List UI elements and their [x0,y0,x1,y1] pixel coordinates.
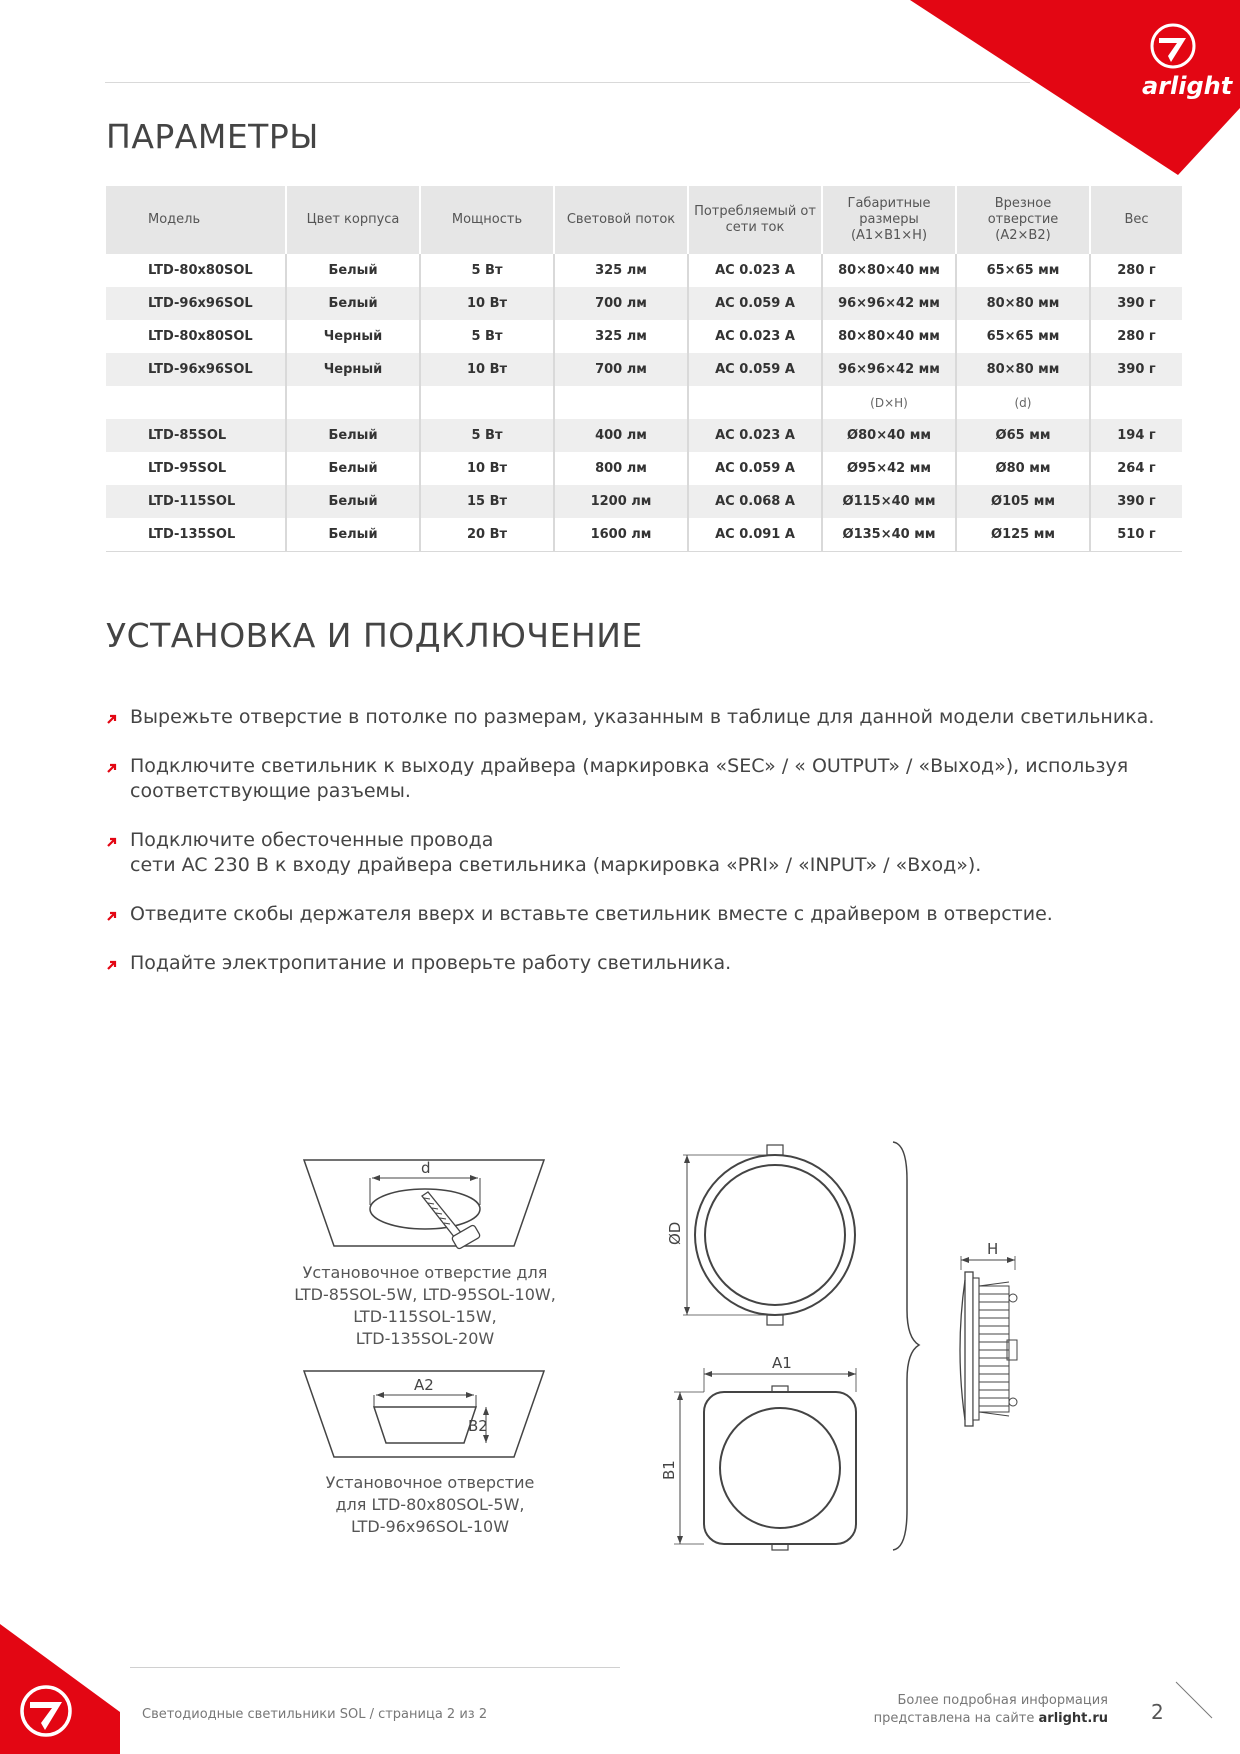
label-a2: A2 [414,1376,434,1394]
cell-power: 20 Вт [420,518,554,552]
step-text: сети AC 230 В к входу драйвера светильника (маркировка «PRI» / «INPUT» / «Вход»). [130,854,982,876]
cell-current: AC 0.023 A [688,320,822,353]
caption-line: LTD-85SOL-5W, LTD-95SOL-10W, [294,1285,556,1304]
square-cutout-diagram [300,1365,550,1465]
cell-weight: 390 г [1090,353,1182,386]
step-text: Вырежьте отверстие в потолке по размерам, указанным в таблице для данной модели светильника. [130,706,1155,728]
cell-color: Белый [286,452,420,485]
cell-power: 5 Вт [420,419,554,452]
cell-power: 5 Вт [420,320,554,353]
cell-dimensions: Ø115×40 мм [822,485,956,518]
cell-model [106,386,286,419]
cell-weight: 390 г [1090,485,1182,518]
round-cutout-diagram [300,1150,550,1250]
list-item [106,951,1166,976]
arrow-bullet-icon [106,763,118,773]
cell-current: AC 0.023 A [688,419,822,452]
cell-weight: 510 г [1090,518,1182,552]
cell-color: Черный [286,353,420,386]
label-b1: B1 [660,1460,678,1480]
cell-cutout: 65×65 мм [956,320,1090,353]
caption-line: LTD-135SOL-20W [355,1329,495,1348]
list-item [106,705,1166,730]
table-row [106,320,1182,353]
cell-dimensions: 80×80×40 мм [822,254,956,287]
cell-color: Черный [286,320,420,353]
arrow-bullet-icon [106,714,118,724]
step-text: Подключите светильник к выходу драйвера (маркировка «SEC» / « OUTPUT» / «Выход»), используя [130,755,1129,777]
caption-line: Установочное отверстие [325,1473,535,1492]
cell-model: LTD-85SOL [106,419,286,452]
caption-line: LTD-115SOL-15W, [353,1307,497,1326]
bottom-rule [130,1667,620,1668]
cell-weight: 194 г [1090,419,1182,452]
footer-info-prefix: представлена на сайте [873,1711,1035,1726]
step-text: Отведите скобы держателя вверх и вставьте светильник вместе с драйвером в отверстие. [130,903,1053,925]
cell-cutout: Ø80 мм [956,452,1090,485]
cell-cutout: 80×80 мм [956,287,1090,320]
cell-current [688,386,822,419]
cell-dimensions: 96×96×42 мм [822,353,956,386]
cell-model: LTD-135SOL [106,518,286,552]
brand-corner-logo-bottom [0,1624,120,1754]
square-cutout-caption [280,1472,580,1538]
brace [885,1140,925,1555]
th-cutout: Врезное отверстие (A2×B2) [956,186,1090,254]
fixture-side-view [945,1240,1035,1440]
cell-power: 15 Вт [420,485,554,518]
cell-model: LTD-80x80SOL [106,254,286,287]
cell-current: AC 0.059 A [688,353,822,386]
cell-power: 10 Вт [420,287,554,320]
cell-current: AC 0.091 A [688,518,822,552]
th-weight: Вес [1090,186,1182,254]
cell-flux: 1200 лм [554,485,688,518]
cell-flux: 325 лм [554,320,688,353]
th-model: Модель [106,186,286,254]
installation-steps [106,705,1166,1000]
table-subheader-row [106,386,1182,419]
caption-line: LTD-96x96SOL-10W [350,1517,510,1536]
step-text: Подайте электропитание и проверьте работу светильника. [130,952,732,974]
table-header-row [106,186,1182,254]
footer-doc-title: Светодиодные светильники SOL / страница 2 из 2 [142,1707,488,1722]
cell-flux: 1600 лм [554,518,688,552]
step-text: Подключите обесточенные провода [130,829,494,851]
th-current: Потребляемый от сети ток [688,186,822,254]
cell-flux: 400 лм [554,419,688,452]
table-row [106,518,1182,552]
section-title-installation: УСТАНОВКА И ПОДКЛЮЧЕНИЕ [106,616,643,655]
cell-flux [554,386,688,419]
cell-dimensions-note: (D×H) [822,386,956,419]
round-fixture-top-view [650,1135,880,1335]
cell-power [420,386,554,419]
list-item [106,902,1166,927]
step-text: соответствующие разъемы. [130,780,411,802]
table-row [106,254,1182,287]
cell-weight: 264 г [1117,461,1156,476]
cell-cutout: Ø125 мм [956,518,1090,552]
th-power: Мощность [420,186,554,254]
top-rule [105,82,1030,83]
parameters-table [106,186,1182,552]
footer-info-line: Более подробная информация [897,1693,1108,1708]
cell-cutout: 65×65 мм [956,254,1090,287]
label-b2: B2 [468,1417,488,1435]
logo-text: arlight [1142,72,1233,100]
label-a1: A1 [772,1354,792,1372]
cell-weight: 390 г [1090,287,1182,320]
cell-color: Белый [286,287,420,320]
cell-flux: 800 лм [554,452,688,485]
cell-dimensions: Ø135×40 мм [822,518,956,552]
cell-model: LTD-115SOL [106,485,286,518]
cell-weight [1090,386,1182,419]
cell-model: LTD-80x80SOL [106,320,286,353]
cell-cutout: Ø105 мм [956,485,1090,518]
cell-current: AC 0.068 A [688,485,822,518]
cell-dimensions: 96×96×42 мм [822,287,956,320]
label-d: d [421,1159,431,1177]
cell-cutout: 80×80 мм [956,353,1090,386]
cell-dimensions: 80×80×40 мм [822,320,956,353]
th-color: Цвет корпуса [286,186,420,254]
cell-model: LTD-95SOL [106,452,286,485]
cell-current: AC 0.023 A [688,254,822,287]
list-item [106,828,1166,878]
cell-color: Белый [286,419,420,452]
cell-power: 10 Вт [420,353,554,386]
cell-current: AC 0.059 A [688,452,822,485]
cell-weight: 280 г [1117,329,1156,344]
cell-flux: 325 лм [554,254,688,287]
round-cutout-caption [270,1262,580,1350]
table-row [106,287,1182,320]
cell-color: Белый [286,254,420,287]
brand-corner-logo [910,0,1240,180]
caption-line: Установочное отверстие для [302,1263,548,1282]
cell-color: Белый [286,485,420,518]
cell-model: LTD-96x96SOL [106,287,286,320]
cell-model: LTD-96x96SOL [106,353,286,386]
cell-dimensions: Ø95×42 мм [822,452,956,485]
th-dimensions: Габаритные размеры (A1×B1×H) [822,186,956,254]
cell-dimensions: Ø80×40 мм [822,419,956,452]
cell-cutout: Ø65 мм [956,419,1090,452]
page-slash-icon [1174,1680,1214,1720]
footer-site-link[interactable]: arlight.ru [1038,1711,1108,1726]
cell-power: 5 Вт [420,254,554,287]
cell-power: 10 Вт [420,452,554,485]
caption-line: для LTD-80x80SOL-5W, [335,1495,525,1514]
label-od: ØD [666,1221,684,1245]
list-item [106,754,1166,804]
square-fixture-top-view [660,1348,880,1558]
page-number: 2 [1151,1700,1164,1724]
table-row [106,485,1182,518]
arrow-bullet-icon [106,960,118,970]
table-row [106,419,1182,452]
arrow-bullet-icon [106,837,118,847]
table-row [106,452,1182,485]
cell-current: AC 0.059 A [688,287,822,320]
cell-cutout-note: (d) [956,386,1090,419]
cell-color: Белый [286,518,420,552]
cell-flux: 700 лм [554,353,688,386]
cell-weight: 280 г [1117,263,1156,278]
label-h: H [987,1240,999,1258]
section-title-parameters: ПАРАМЕТРЫ [106,117,319,156]
th-flux: Световой поток [554,186,688,254]
footer-more-info [874,1692,1108,1728]
table-row [106,353,1182,386]
cell-flux: 700 лм [554,287,688,320]
arrow-bullet-icon [106,911,118,921]
cell-color [286,386,420,419]
